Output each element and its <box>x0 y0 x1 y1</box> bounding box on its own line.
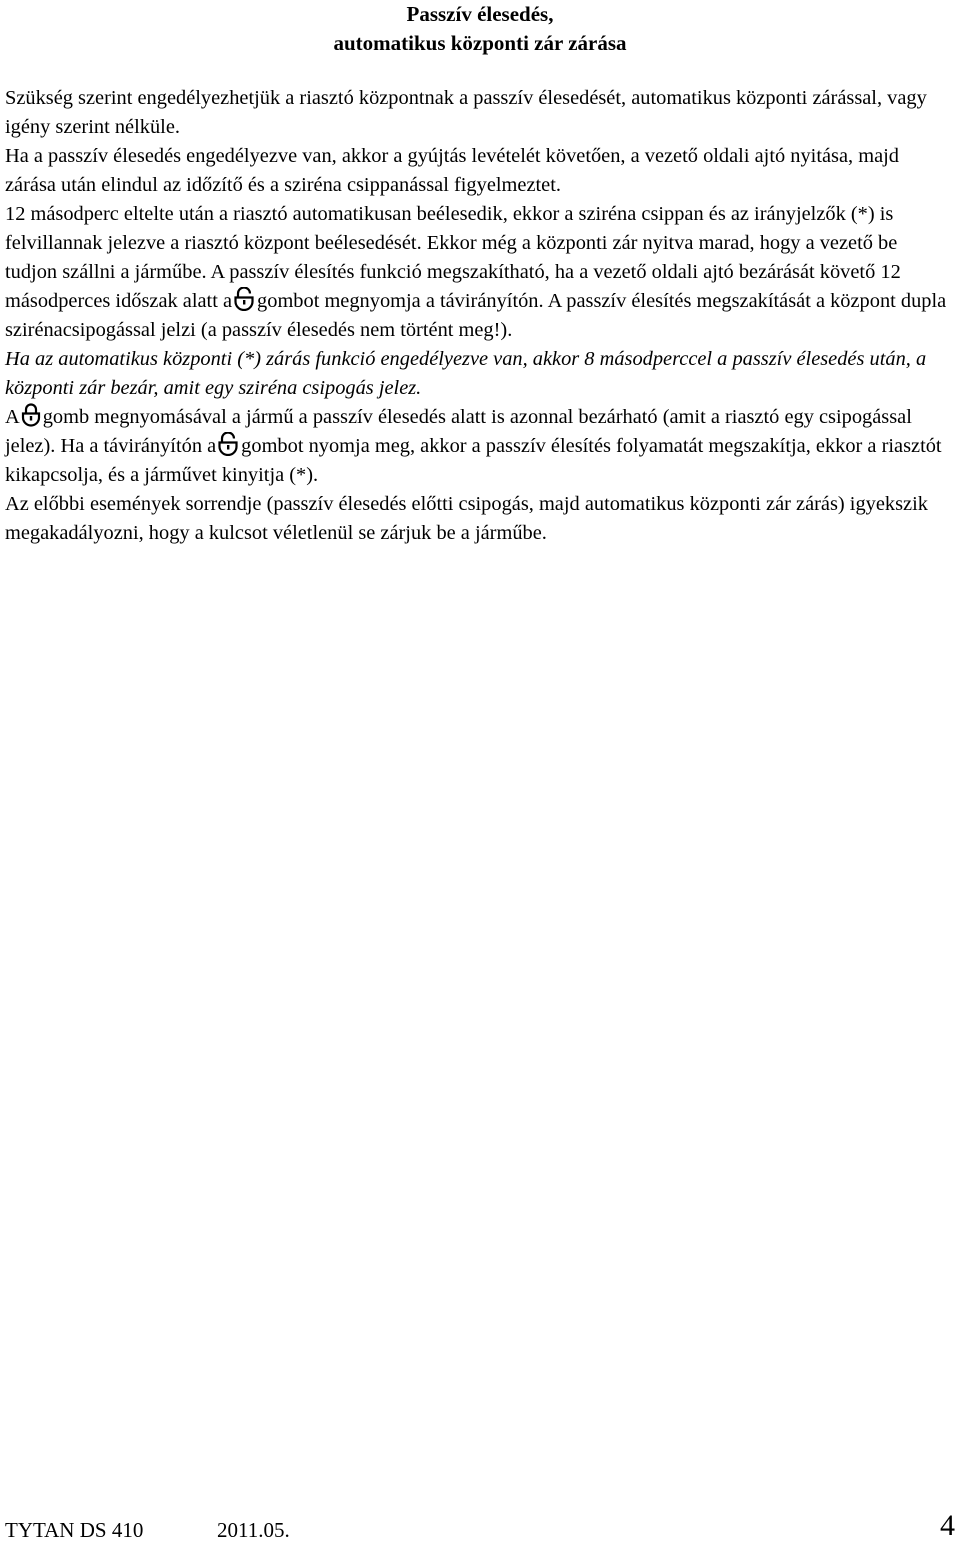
paragraph-arming-sequence <box>5 200 953 345</box>
document-body <box>5 84 953 548</box>
paragraph-sequence-purpose: Az előbbi események sorrendje (passzív élesedés előtti csipogás, majd automatikus központi zár zárás) igyekszik megakadályozni, hogy a kulcsot véletlenül se zárjuk be a járműbe. <box>5 493 928 544</box>
open-padlock-icon <box>233 287 255 311</box>
paragraph-lock-text-b: gomb megnyomásával a jármű a passzív élesedés alatt is azonnal bezárható (amit a riasztó egy csipogással jelez). Ha a távirányítón a <box>5 406 912 457</box>
paragraph-arming-text-b: gombot megnyomja a távirányítón. A passzív élesítés megszakítását a központ dupla szirénacsipogással jelzi (a passzív élesedés nem történt meg!). <box>5 290 947 341</box>
paragraph-lock-text-c: gombot nyomja meg, akkor a passzív élesítés folyamatát megszakítja, ekkor a riasztót kikapcsolja, és a járművet kinyitja (*). <box>5 435 942 486</box>
title-line-1: Passzív élesedés, <box>406 2 554 26</box>
open-padlock-icon <box>217 432 239 456</box>
title-line-2: automatikus központi zár zárása <box>333 31 627 55</box>
paragraph-passive-arming: Ha a passzív élesedés engedélyezve van, akkor a gyújtás levételét követően, a vezető oldali ajtó nyitása, majd zárása után elindul az időzítő és a sziréna csippanással figyelmeztet. <box>5 145 900 196</box>
page-number: 4 <box>940 1509 955 1542</box>
footer-date: 2011.05. <box>217 1518 290 1542</box>
paragraph-intro: Szükség szerint engedélyezhetjük a riasztó központnak a passzív élesedését, automatikus központi zárással, vagy igény szerint nélküle. <box>5 87 927 138</box>
paragraph-central-lock: Ha az automatikus központi (*) zárás funkció engedélyezve van, akkor 8 másodperccel a passzív élesedés után, a központi zár bezár, amit egy sziréna csipogás jelez. <box>5 348 927 399</box>
page-footer <box>5 1509 955 1544</box>
footer-model: TYTAN DS 410 <box>5 1518 144 1542</box>
paragraph-arming-text-a: 12 másodperc eltelte után a riasztó automatikusan beélesedik, ekkor a sziréna csippan és az irányjelzők (*) is felvillannak jelezve a riasztó központ beélesedését. Ekkor még a központi zár nyitva marad, hogy a vezető be tudjon szállni a járműbe. A passzív élesítés funkció megszakítható, ha a vezető oldali ajtó bezárását követő 12 másodperces időszak alatt a <box>5 203 901 312</box>
page-title <box>0 0 960 58</box>
paragraph-lock-button <box>5 403 953 490</box>
paragraph-lock-text-a: A <box>5 406 20 428</box>
closed-padlock-icon <box>21 403 41 427</box>
